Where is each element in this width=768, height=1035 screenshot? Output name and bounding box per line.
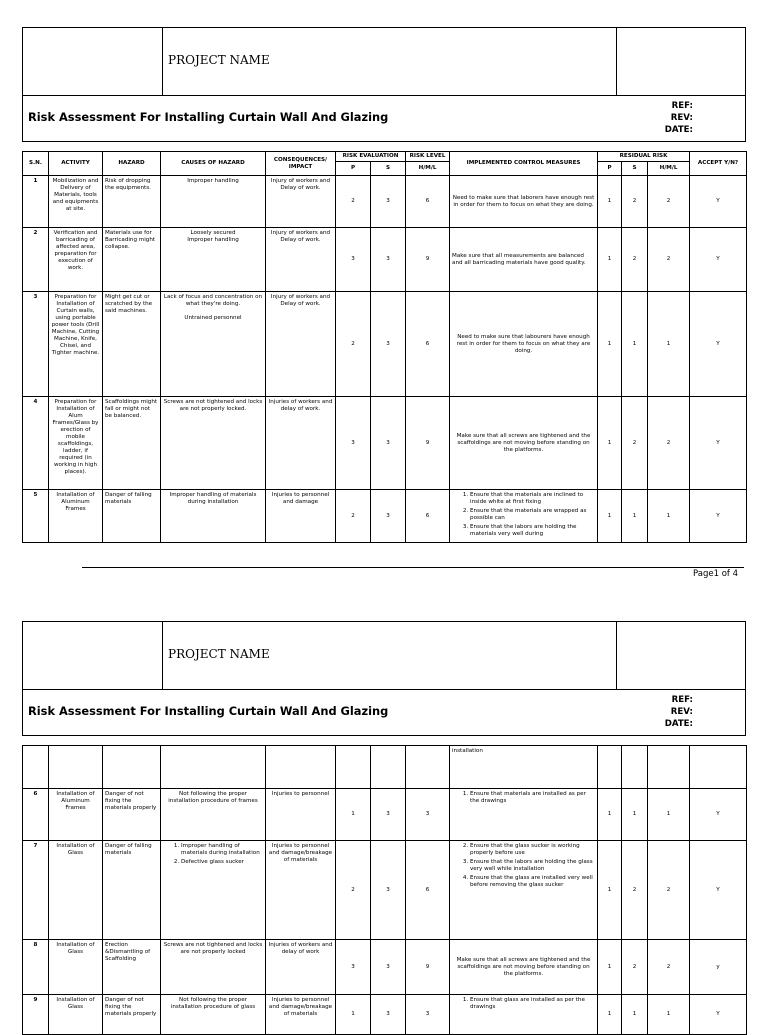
sn-cell: 9 xyxy=(23,995,49,1035)
residual-p-cell: 1 xyxy=(598,292,622,397)
residual-level-cell: 1 xyxy=(648,995,690,1035)
col-hazard: HAZARD xyxy=(103,152,161,176)
accept-cell: Y xyxy=(690,228,747,292)
hazard-cell xyxy=(103,746,161,789)
page-number: Page1 of 4 xyxy=(693,569,738,579)
sn-cell: 1 xyxy=(23,176,49,228)
p-cell: 2 xyxy=(336,490,371,543)
s-cell: 3 xyxy=(371,490,406,543)
risk-table-page1 xyxy=(22,151,747,543)
accept-cell: Y xyxy=(690,841,747,940)
col-residual-s: S xyxy=(622,162,648,176)
causes-cell: Lack of focus and concentration on what they're doing. Untrained personnel xyxy=(161,292,266,397)
residual-s-cell: 2 xyxy=(622,397,648,490)
document-title: Risk Assessment For Installing Curtain Wall And Glazing xyxy=(28,704,389,718)
consequences-cell: Injury of workers and Delay of work. xyxy=(266,176,336,228)
level-cell: 9 xyxy=(406,228,450,292)
rev-label: REV: xyxy=(670,113,693,123)
activity-cell: Installation of Aluminum Frames xyxy=(49,490,103,543)
accept-cell: Y xyxy=(690,397,747,490)
residual-level-cell: 2 xyxy=(648,397,690,490)
level-cell: 3 xyxy=(406,789,450,841)
sn-cell: 8 xyxy=(23,940,49,995)
list-item: 3. Ensure that the labors are holding the materials very well during xyxy=(470,524,595,538)
activity-cell: Installation of Aluminum Frames xyxy=(49,789,103,841)
hazard-cell: Materials use for Barricading might collapse. xyxy=(103,228,161,292)
accept-cell: Y xyxy=(690,995,747,1035)
hazard-cell: Danger of falling materials xyxy=(103,841,161,940)
sn-cell xyxy=(23,746,49,789)
causes-cell: Not following the proper installation procedure of glass xyxy=(161,995,266,1035)
p-cell: 1 xyxy=(336,789,371,841)
list-item: 1. Ensure that glass are installed as per the drawings xyxy=(470,997,595,1011)
table-row xyxy=(23,292,747,397)
p-cell: 2 xyxy=(336,292,371,397)
consequences-cell: Injury of workers and Delay of work. xyxy=(266,228,336,292)
s-cell: 3 xyxy=(371,176,406,228)
residual-level-cell: 2 xyxy=(648,841,690,940)
residual-p-cell: 1 xyxy=(598,228,622,292)
date-label: DATE: xyxy=(664,125,693,135)
controls-cell: Make sure that all screws are tightened and the scaffoldings are not moving before standing on the platforms. xyxy=(450,397,598,490)
residual-p-cell xyxy=(598,746,622,789)
controls-cell: Need to make sure that labourers have enough rest in order for them to focus on what they are doing. xyxy=(450,292,598,397)
ref-block xyxy=(665,100,693,136)
residual-p-cell: 1 xyxy=(598,995,622,1035)
causes-cell xyxy=(161,841,266,940)
list-item: 2. Ensure that the materials are wrapped as possible can xyxy=(470,508,595,522)
residual-level-cell xyxy=(648,746,690,789)
residual-level-cell: 2 xyxy=(648,940,690,995)
activity-cell: Installation of Glass xyxy=(49,940,103,995)
ref-label: REF: xyxy=(671,695,693,705)
col-residual-p: P xyxy=(598,162,622,176)
consequences-cell: Injuries to personnel and damage/breakage of materials xyxy=(266,995,336,1035)
s-cell: 3 xyxy=(371,397,406,490)
project-name: PROJECT NAME xyxy=(168,647,270,661)
residual-level-cell: 2 xyxy=(648,176,690,228)
sn-cell: 5 xyxy=(23,490,49,543)
s-cell: 3 xyxy=(371,292,406,397)
hazard-cell: Risk of dropping the equipments. xyxy=(103,176,161,228)
footer-rule xyxy=(82,567,744,568)
residual-p-cell: 1 xyxy=(598,490,622,543)
residual-s-cell: 2 xyxy=(622,841,648,940)
activity-cell: Installation of Glass xyxy=(49,995,103,1035)
residual-p-cell: 1 xyxy=(598,841,622,940)
list-item: 2. Ensure that the glass sucker is working properly before use xyxy=(470,843,595,857)
controls-cell xyxy=(450,841,598,940)
col-s: S xyxy=(371,162,406,176)
table-row xyxy=(23,841,747,940)
col-sn: S.N. xyxy=(23,152,49,176)
sn-cell: 7 xyxy=(23,841,49,940)
residual-p-cell: 1 xyxy=(598,176,622,228)
causes-cell: Screws are not tightened and locks are not properly locked xyxy=(161,940,266,995)
activity-cell: Verification and barricading of affected area, preparation for execution of work. xyxy=(49,228,103,292)
residual-p-cell: 1 xyxy=(598,940,622,995)
col-hml: H/M/L xyxy=(406,162,450,176)
accept-cell: y xyxy=(690,940,747,995)
p-cell: 3 xyxy=(336,228,371,292)
consequences-cell: Injuries of workers and delay of work. xyxy=(266,397,336,490)
residual-p-cell: 1 xyxy=(598,789,622,841)
page1-header xyxy=(22,27,746,142)
residual-level-cell: 1 xyxy=(648,789,690,841)
level-cell: 9 xyxy=(406,397,450,490)
level-cell: 6 xyxy=(406,176,450,228)
residual-s-cell: 2 xyxy=(622,228,648,292)
ref-label: REF: xyxy=(671,101,693,111)
causes-cell: Loosely secured Improper handling xyxy=(161,228,266,292)
table-row xyxy=(23,176,747,228)
residual-s-cell: 1 xyxy=(622,789,648,841)
activity-cell: Preparation for Installation of Alum Frames/Glass by erection of mobile scaffoldings, ladder, if required (in working in high places). xyxy=(49,397,103,490)
s-cell: 3 xyxy=(371,841,406,940)
table-row xyxy=(23,940,747,995)
header-divider xyxy=(23,689,745,690)
controls-cell xyxy=(450,789,598,841)
activity-cell: Installation of Glass xyxy=(49,841,103,940)
causes-cell xyxy=(161,746,266,789)
page2-header xyxy=(22,621,746,736)
col-activity: ACTIVITY xyxy=(49,152,103,176)
consequences-cell: Injuries of workers and delay of work xyxy=(266,940,336,995)
causes-cell: Improper handling of materials during installation xyxy=(161,490,266,543)
consequences-cell: Injuries to personnel xyxy=(266,789,336,841)
residual-s-cell: 2 xyxy=(622,176,648,228)
rev-label: REV: xyxy=(670,707,693,717)
level-cell xyxy=(406,746,450,789)
causes-cell: Not following the proper installation procedure of frames xyxy=(161,789,266,841)
header-divider xyxy=(23,95,745,96)
s-cell: 3 xyxy=(371,789,406,841)
table-row xyxy=(23,746,747,789)
ref-block xyxy=(665,694,693,730)
consequences-cell: Injuries to personnel and damage/breakage of materials xyxy=(266,841,336,940)
p-cell: 3 xyxy=(336,397,371,490)
controls-cell xyxy=(450,995,598,1035)
s-cell: 3 xyxy=(371,940,406,995)
accept-cell: Y xyxy=(690,490,747,543)
col-p: P xyxy=(336,162,371,176)
sn-cell: 2 xyxy=(23,228,49,292)
sn-cell: 4 xyxy=(23,397,49,490)
residual-s-cell: 1 xyxy=(622,995,648,1035)
col-accept: ACCEPT Y/N? xyxy=(690,152,747,176)
s-cell xyxy=(371,746,406,789)
table-row xyxy=(23,995,747,1035)
level-cell: 9 xyxy=(406,940,450,995)
list-item: 1. Ensure that materials are installed as per the drawings xyxy=(470,791,595,805)
document-title: Risk Assessment For Installing Curtain Wall And Glazing xyxy=(28,110,389,124)
sn-cell: 3 xyxy=(23,292,49,397)
accept-cell: Y xyxy=(690,176,747,228)
accept-cell xyxy=(690,746,747,789)
residual-s-cell xyxy=(622,746,648,789)
col-residual-hml: H/M/L xyxy=(648,162,690,176)
logo-box xyxy=(23,28,163,95)
sn-cell: 6 xyxy=(23,789,49,841)
hazard-cell: Might get cut or scratched by the said machines. xyxy=(103,292,161,397)
logo-box xyxy=(23,622,163,689)
s-cell: 3 xyxy=(371,228,406,292)
project-name: PROJECT NAME xyxy=(168,53,270,67)
level-cell: 6 xyxy=(406,292,450,397)
list-item: 1. Ensure that the materials are inclined to inside white at first fixing xyxy=(470,492,595,506)
residual-level-cell: 2 xyxy=(648,228,690,292)
level-cell: 6 xyxy=(406,841,450,940)
causes-cell: Screws are not tightened and locks are not properly locked. xyxy=(161,397,266,490)
s-cell: 3 xyxy=(371,995,406,1035)
consequences-cell xyxy=(266,746,336,789)
p-cell xyxy=(336,746,371,789)
col-risk-evaluation: RISK EVALUATION xyxy=(336,152,406,162)
p-cell: 3 xyxy=(336,940,371,995)
causes-cell: Improper handling xyxy=(161,176,266,228)
header-right-box xyxy=(616,622,745,689)
level-cell: 6 xyxy=(406,490,450,543)
controls-cell: installation xyxy=(450,746,598,789)
list-item: 1. Improper handling of materials during installation xyxy=(181,843,263,857)
risk-table-page2 xyxy=(22,745,747,1035)
controls-cell: Need to make sure that laborers have enough rest in order for them to focus on what they are doing. xyxy=(450,176,598,228)
list-item: 4. Ensure that the glass are installed very well before removing the glass sucker xyxy=(470,875,595,889)
residual-s-cell: 1 xyxy=(622,292,648,397)
residual-level-cell: 1 xyxy=(648,490,690,543)
consequences-cell: Injuries to personnel and damage xyxy=(266,490,336,543)
controls-cell: Make sure that all measurements are balanced and all barricading materials have good quality. xyxy=(450,228,598,292)
consequences-cell: Injury of workers and Delay of work. xyxy=(266,292,336,397)
col-consequences: CONSEQUENCES/ IMPACT xyxy=(266,152,336,176)
table-row xyxy=(23,789,747,841)
col-controls: IMPLEMENTED CONTROL MEASURES xyxy=(450,152,598,176)
residual-p-cell: 1 xyxy=(598,397,622,490)
col-residual-risk: RESIDUAL RISK xyxy=(598,152,690,162)
hazard-cell: Erection &Dismantling of Scaffolding xyxy=(103,940,161,995)
table-row xyxy=(23,490,747,543)
p-cell: 2 xyxy=(336,176,371,228)
controls-cell: Make sure that all screws are tightened and the scaffoldings are not moving before standing on the platforms. xyxy=(450,940,598,995)
controls-cell xyxy=(450,490,598,543)
level-cell: 3 xyxy=(406,995,450,1035)
table-row xyxy=(23,397,747,490)
activity-cell xyxy=(49,746,103,789)
header-right-box xyxy=(616,28,745,95)
list-item: 3. Ensure that the labors are holding the glass very well while installation xyxy=(470,859,595,873)
hazard-cell: Danger of falling materials xyxy=(103,490,161,543)
residual-s-cell: 1 xyxy=(622,490,648,543)
p-cell: 2 xyxy=(336,841,371,940)
hazard-cell: Danger of not fixing the materials properly xyxy=(103,995,161,1035)
p-cell: 1 xyxy=(336,995,371,1035)
table-row xyxy=(23,228,747,292)
accept-cell: Y xyxy=(690,292,747,397)
hazard-cell: Danger of not fixing the materials properly xyxy=(103,789,161,841)
residual-level-cell: 1 xyxy=(648,292,690,397)
list-item: 2. Defective glass sucker xyxy=(181,859,263,866)
hazard-cell: Scaffoldings might fall or might not be balanced. xyxy=(103,397,161,490)
col-risk-level: RISK LEVEL xyxy=(406,152,450,162)
accept-cell: Y xyxy=(690,789,747,841)
col-causes: CAUSES OF HAZARD xyxy=(161,152,266,176)
activity-cell: Preparation for Installation of Curtain walls, using portable power tools (Drill Machine, Cutting Machine, Knife, Chisel, and Tighter machine. xyxy=(49,292,103,397)
residual-s-cell: 2 xyxy=(622,940,648,995)
activity-cell: Mobilization and Delivery of Materials, tools and equipments at site. xyxy=(49,176,103,228)
date-label: DATE: xyxy=(664,719,693,729)
